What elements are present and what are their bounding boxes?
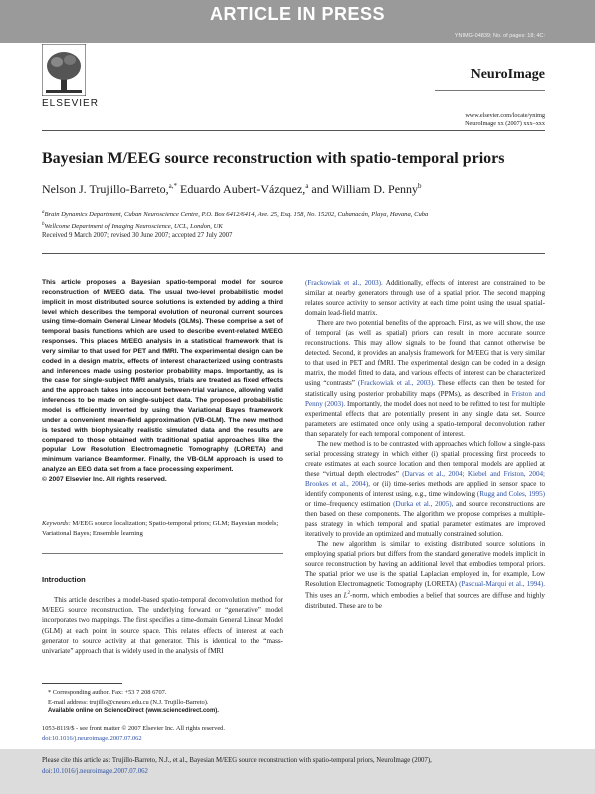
doi-link[interactable]: doi:10.1016/j.neuroimage.2007.07.062 — [42, 734, 142, 742]
paragraph-text: -norm, which embodies a belief that sources are diffuse and highly distributed. These are to be — [305, 591, 545, 610]
paragraph-text: This uses an — [305, 591, 344, 600]
keywords-label: Keywords: — [42, 520, 71, 527]
issn-block — [42, 724, 283, 743]
citation-link[interactable]: (Darvas et al., 2004; Kiebel and Friston, 2004; Brookes et al., 2004), — [305, 469, 546, 488]
affiliation — [42, 208, 428, 220]
paragraph — [305, 439, 545, 539]
elsevier-tree-icon — [42, 44, 86, 96]
author-name: Nelson J. Trujillo-Barreto, — [42, 182, 169, 196]
footnote-divider — [42, 683, 122, 684]
intro-paragraph — [42, 595, 283, 656]
issn-line: 1053-8119/$ - see front matter © 2007 Elsevier Inc. All rights reserved. — [42, 725, 225, 732]
footer-citation: Please cite this article as: Trujillo-Barreto, N.J., et al., Bayesian M/EEG source reconstruction with spatio-temporal priors, NeuroImage (2007), — [42, 757, 432, 764]
keywords-divider — [42, 553, 283, 554]
paragraph-text: Importantly, the model does not need to be refitted to test for multiple experimental effects that are potentially present in any single data set. Source parameters are estimated once only using a spatio-temporal deconvolution rather than separately for each temporal component of interest. — [305, 399, 545, 438]
citation-link[interactable]: (Frackowiak et al., 2003). — [357, 379, 435, 388]
journal-divider — [435, 90, 545, 91]
paragraph — [305, 278, 545, 318]
article-title: Bayesian M/EEG source reconstruction with spatio-temporal priors — [42, 150, 505, 167]
header-divider — [42, 130, 545, 131]
affiliation-text: Wellcome Department of Imaging Neuroscience, UCL, London, UK — [44, 223, 223, 231]
author-list — [42, 182, 422, 197]
paragraph-text: These effects can then be tested for statistically using posterior probability maps (PPMs), as described in — [305, 379, 546, 398]
citation-link[interactable]: (Durka et al., 2005), — [393, 500, 454, 509]
author-name: Eduardo Aubert-Vázquez, — [177, 182, 306, 196]
affiliation-text: Brain Dynamics Department, Cuban Neuroscience Centre, P.O. Box 6412/6414, Ave. 25, Esq. 158, No. 15202, Cubanacán, Playa, Havana, Cuba — [44, 211, 429, 219]
citation-link[interactable]: (Rugg and Coles, 1995) — [476, 489, 545, 498]
citation-link[interactable]: Friston and Penny (2003). — [305, 389, 546, 408]
abstract — [42, 278, 283, 485]
abstract-text: This article proposes a Bayesian spatio-temporal model for source reconstruction of M/EEG data. The usual two-level probabilistic model implicit in most distributed source solutions is extended by adding a third level which describes the temporal evolution of neuronal current sources using time-domain General Linear Models (GLMs). These comprise a set of temporal basis functions which are used to describe event-related M/EEG responses. This places M/EEG analysis in a statistical framework that is very similar to that used for PET and fMRI. The experimental design can be coded in a design matrix, effects of interest characterized using contrasts and inferences made using posterior probability maps. Importantly, as is the case for single-subject fMRI analysis, trials are treated as fixed effects and the approach takes into account between-trial variance, allowing valid inferences to be made on single-subject data. The proposed probabilistic model is efficiently inverted by using the Variational Bayes framework under a convenient mean-field approximation (VB-GLM). The new method is tested with biophysically realistic simulated data and the results are compared to those obtained with traditional spatial approaches like the popular Low Resolution Electromagnetic Tomography (LORETA) and minimum variance Beamformer. Finally, the VB-GLM approach is used to analyze an EEG data set from a face processing experiment. — [42, 279, 283, 474]
paragraph-text: The new algorithm is similar to existing distributed source solutions in employing spatial priors but differs from the standard generative models implicit in source reconstruction by having an additional level that embodies temporal priors. The spatial prior we use is the spatial Laplacian employed in, for example, Low Resolution Electromagnetic Tomography (LORETA) — [305, 540, 545, 589]
paragraph-text: There are two potential benefits of the approach. First, as we will show, the use of temporal (as well as spatial) priors can result in more accurate source reconstructions. This may allow signals to be found that cannot otherwise be detected. Second, it provides an analysis framework for M/EEG that is very similar to that used in PET and fMRI. The experimental design can be coded in a design matrix, the model fitted to data, and various effects of interest can be characterized using “contrasts” — [305, 319, 545, 388]
paragraph — [305, 318, 545, 439]
math-symbol: L — [343, 591, 348, 600]
keywords — [42, 519, 283, 539]
affiliation-mark: b — [42, 222, 45, 228]
affiliation-mark: a — [42, 210, 45, 215]
paragraph-text: Additionally, effects of interest are constrained to be similar at nearby generators through use of a spatial prior. The second mapping relates source activity to sensor activity at each time point using the usual spatial-domain lead-field matrix. — [305, 279, 545, 318]
section-heading: Introduction — [42, 575, 86, 584]
online-availability: Available online on ScienceDirect (www.sciencedirect.com). — [48, 708, 219, 714]
journal-citation: NeuroImage xx (2007) xxx–xxx — [465, 120, 545, 127]
footer-text — [42, 755, 542, 777]
received-dates: Received 9 March 2007; revised 30 June 2007; accepted 27 July 2007 — [42, 232, 233, 239]
right-column — [305, 278, 545, 611]
journal-name: NeuroImage — [470, 67, 545, 82]
email-address[interactable]: E-mail address: trujillo@cneuro.edu.cu (N.J. Trujillo-Barreto). — [48, 698, 209, 706]
footnotes — [42, 688, 283, 717]
corresponding-author: * Corresponding author. Fax: +53 7 208 6707. — [48, 689, 167, 696]
paragraph-text: or time–frequency estimation — [305, 500, 394, 509]
affiliations — [42, 208, 428, 232]
copyright: © 2007 Elsevier Inc. All rights reserved. — [42, 475, 167, 483]
publisher-name: ELSEVIER — [42, 98, 99, 109]
author-mark: a — [305, 182, 309, 190]
paragraph-text: or (ii) time-series methods are applied in sensor space to identify components of interest using, e.g., time windowing — [305, 479, 545, 498]
footer-doi-link[interactable]: doi:10.1016/j.neuroimage.2007.07.062 — [42, 768, 148, 775]
citation-link[interactable]: (Frackowiak et al., 2003). — [305, 279, 383, 287]
banner-ref: YNIMG-04839; No. of pages: 18; 4C: — [454, 33, 545, 39]
affiliation — [42, 220, 428, 232]
banner-title: ARTICLE IN PRESS — [209, 4, 386, 24]
journal-url[interactable]: www.elsevier.com/locate/ynimg — [465, 112, 545, 119]
math-superscript: 2 — [347, 591, 351, 597]
paragraph-text: and source reconstructions are then based on these components. The algorithm we propose comprises a multiple-pass strategy in which temporal and spatial parameter estimates are improved iteratively to provide an optimized and mutually constrained solution. — [305, 500, 545, 539]
author-mark: a,* — [168, 182, 178, 190]
author-name: and William D. Penny — [308, 182, 419, 196]
intro-text: This article describes a model-based spatio-temporal deconvolution method for M/EEG source reconstruction. The underlying forward or “generative” model incorporates two mappings. The first specifies a time-domain General Linear Model (GLM) at each point in source space. This relates effects of interest at each generator to source activity at that generator. This is identical to the “mass-univariate” approach that is widely used in the analysis of fMRI — [42, 596, 283, 656]
keywords-text: M/EEG source localization; Spatio-temporal priors; GLM; Bayesian models; Variational Bayes; Ensemble learning — [42, 520, 279, 537]
paragraph — [305, 539, 545, 611]
paragraph-text: The new method is to be contrasted with approaches which follow a single-pass serial processing strategy in which either (i) spatial processing first proceeds to create estimates at each source location and then temporal models are applied at these “virtual depth electrodes” — [305, 439, 545, 478]
abstract-divider — [42, 253, 545, 254]
author-mark: b — [418, 182, 422, 190]
citation-link[interactable]: (Pascual-Marqui et al., 1994). — [459, 580, 545, 589]
